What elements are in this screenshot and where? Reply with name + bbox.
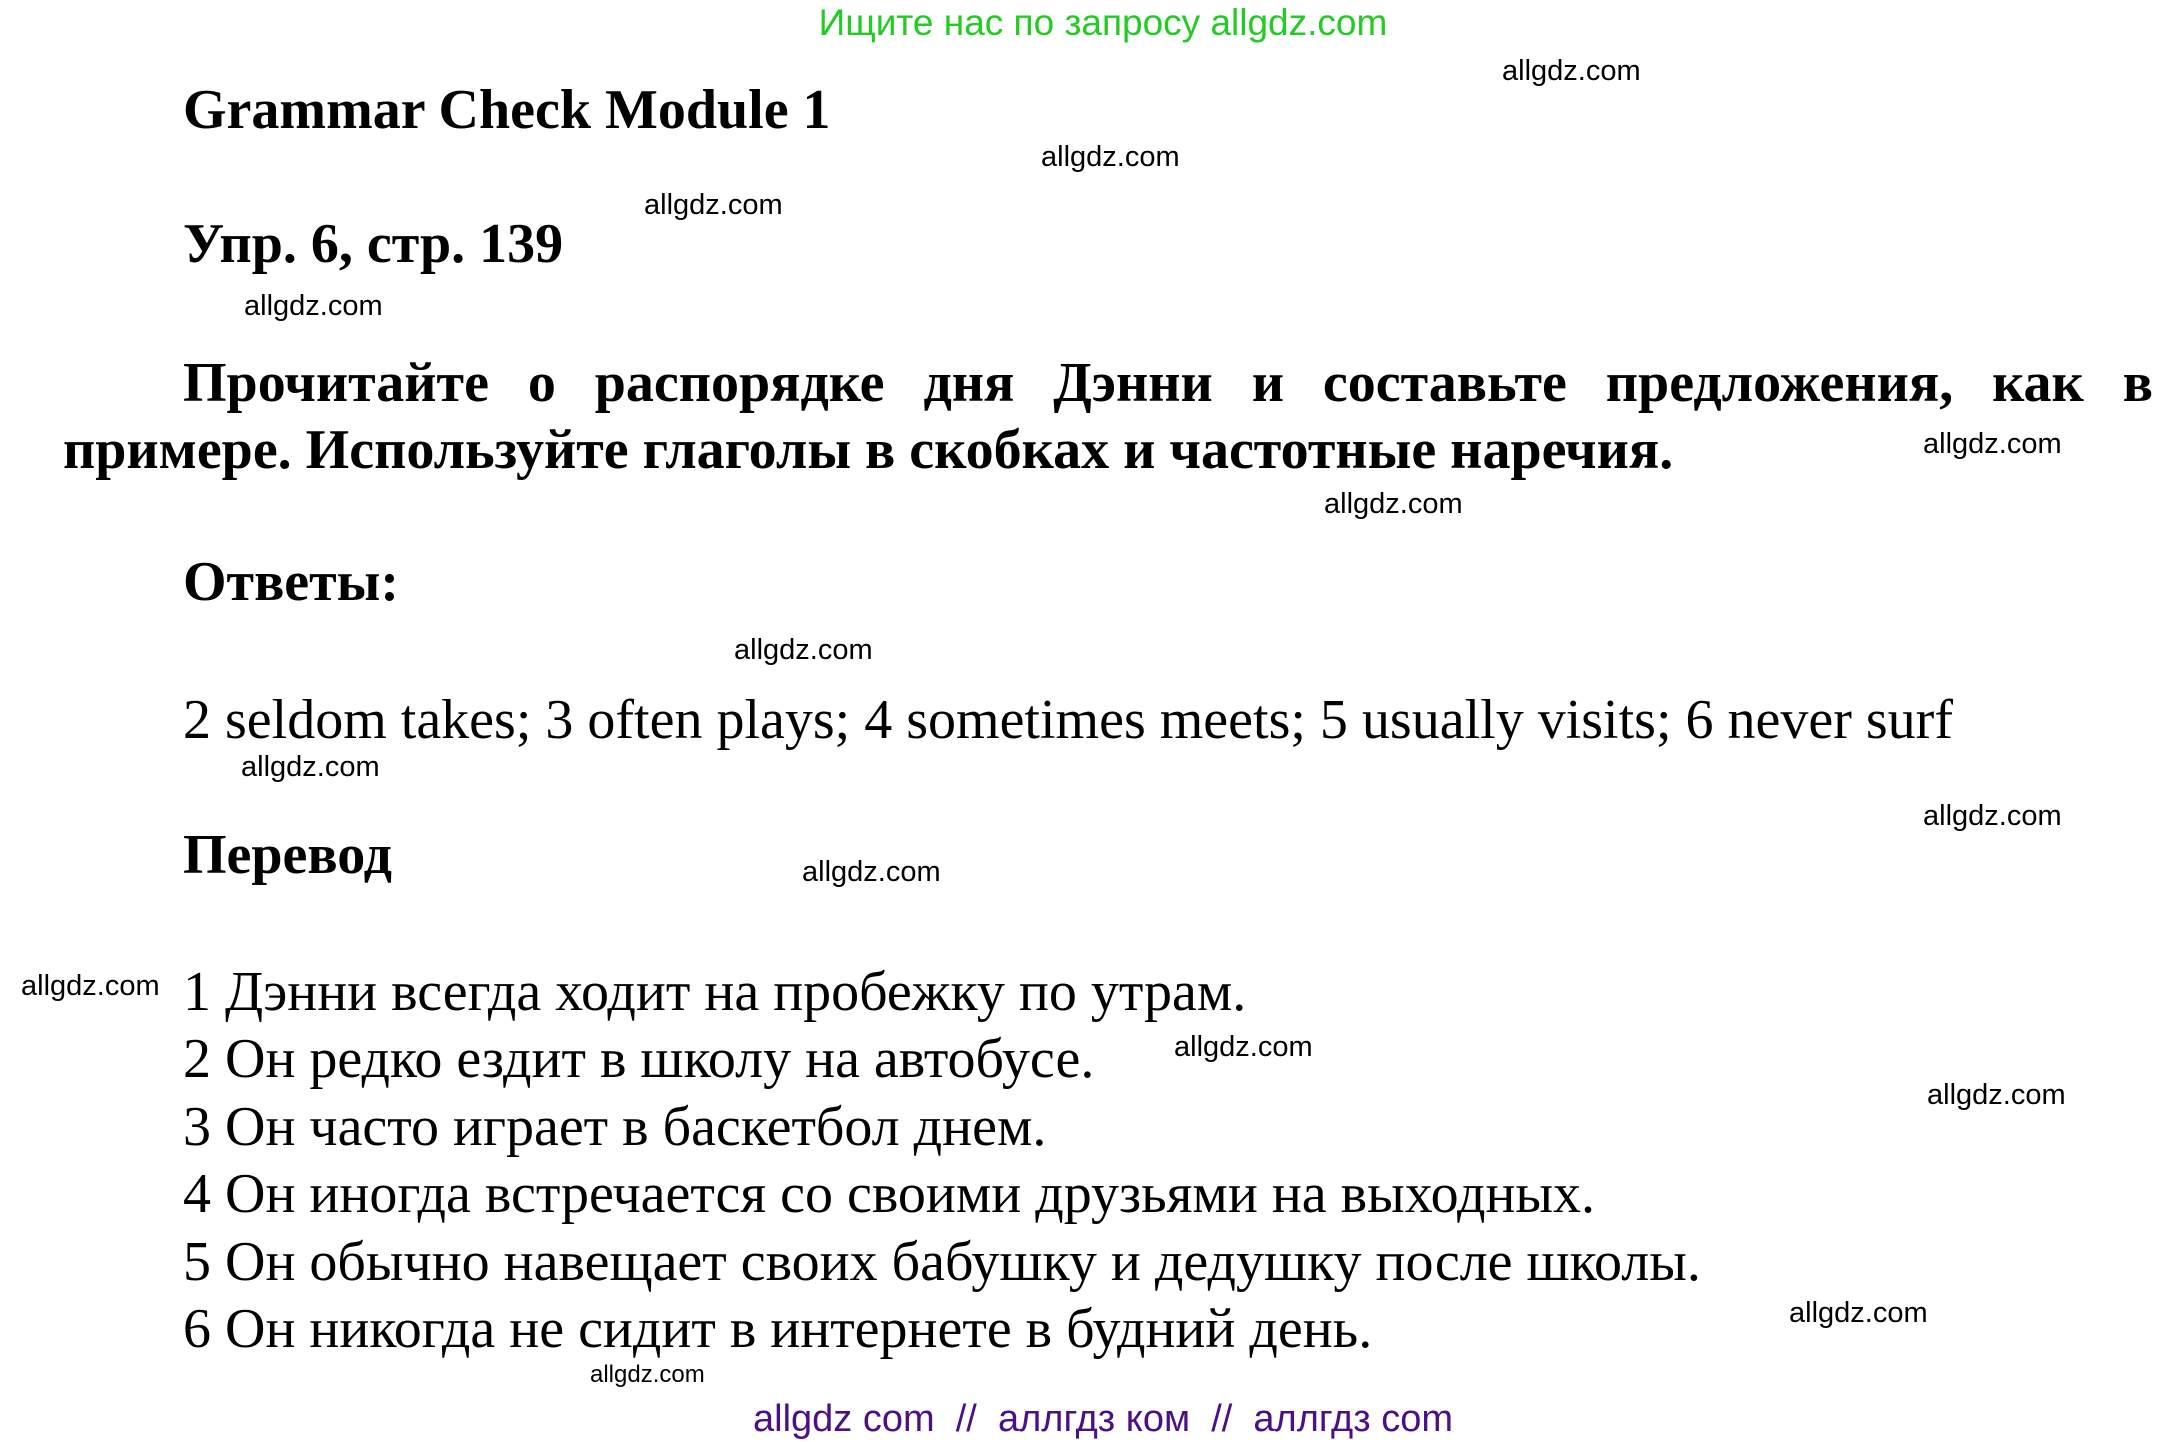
watermark: allgdz.com: [1174, 1031, 1313, 1063]
translation-line: 4 Он иногда встречается со своими друзьями на выходных.: [183, 1163, 1596, 1225]
watermark: allgdz.com: [1923, 428, 2062, 460]
watermark: allgdz.com: [1324, 488, 1463, 520]
footer-links[interactable]: allgdz com // аллгдз ком // аллгдз com: [753, 1398, 1453, 1440]
page-title: Grammar Check Module 1: [183, 79, 831, 141]
watermark: allgdz.com: [1789, 1297, 1928, 1329]
translation-line: 3 Он часто играет в баскетбол днем.: [183, 1096, 1047, 1158]
translation-line: 2 Он редко ездит в школу на автобусе.: [183, 1028, 1095, 1090]
answers-heading: Ответы:: [183, 551, 400, 613]
watermark: allgdz.com: [1923, 800, 2062, 832]
translation-line: 6 Он никогда не сидит в интернете в будний день.: [183, 1298, 1373, 1360]
exercise-heading: Упр. 6, стр. 139: [183, 213, 564, 275]
translation-line: 1 Дэнни всегда ходит на пробежку по утрам.: [183, 961, 1247, 1023]
task-instructions: Прочитайте о распорядке дня Дэнни и составьте предложения, как в примере. Используйте глаголы в скобках и частотные наречия.: [63, 352, 2153, 481]
watermark: allgdz.com: [1041, 141, 1180, 173]
watermark: allgdz.com: [21, 970, 160, 1002]
translation-heading: Перевод: [183, 824, 392, 886]
translation-line: 5 Он обычно навещает своих бабушку и дедушку после школы.: [183, 1231, 1701, 1293]
watermark: allgdz.com: [590, 1361, 705, 1388]
answers-text: 2 seldom takes; 3 often plays; 4 sometimes meets; 5 usually visits; 6 never surf: [183, 689, 1953, 751]
promo-banner[interactable]: Ищите нас по запросу allgdz.com: [818, 2, 1388, 43]
watermark: allgdz.com: [802, 856, 941, 888]
watermark: allgdz.com: [241, 751, 380, 783]
watermark: allgdz.com: [734, 634, 873, 666]
watermark: allgdz.com: [644, 189, 783, 221]
watermark: allgdz.com: [1927, 1079, 2066, 1111]
watermark: allgdz.com: [244, 290, 383, 322]
watermark: allgdz.com: [1502, 55, 1641, 87]
